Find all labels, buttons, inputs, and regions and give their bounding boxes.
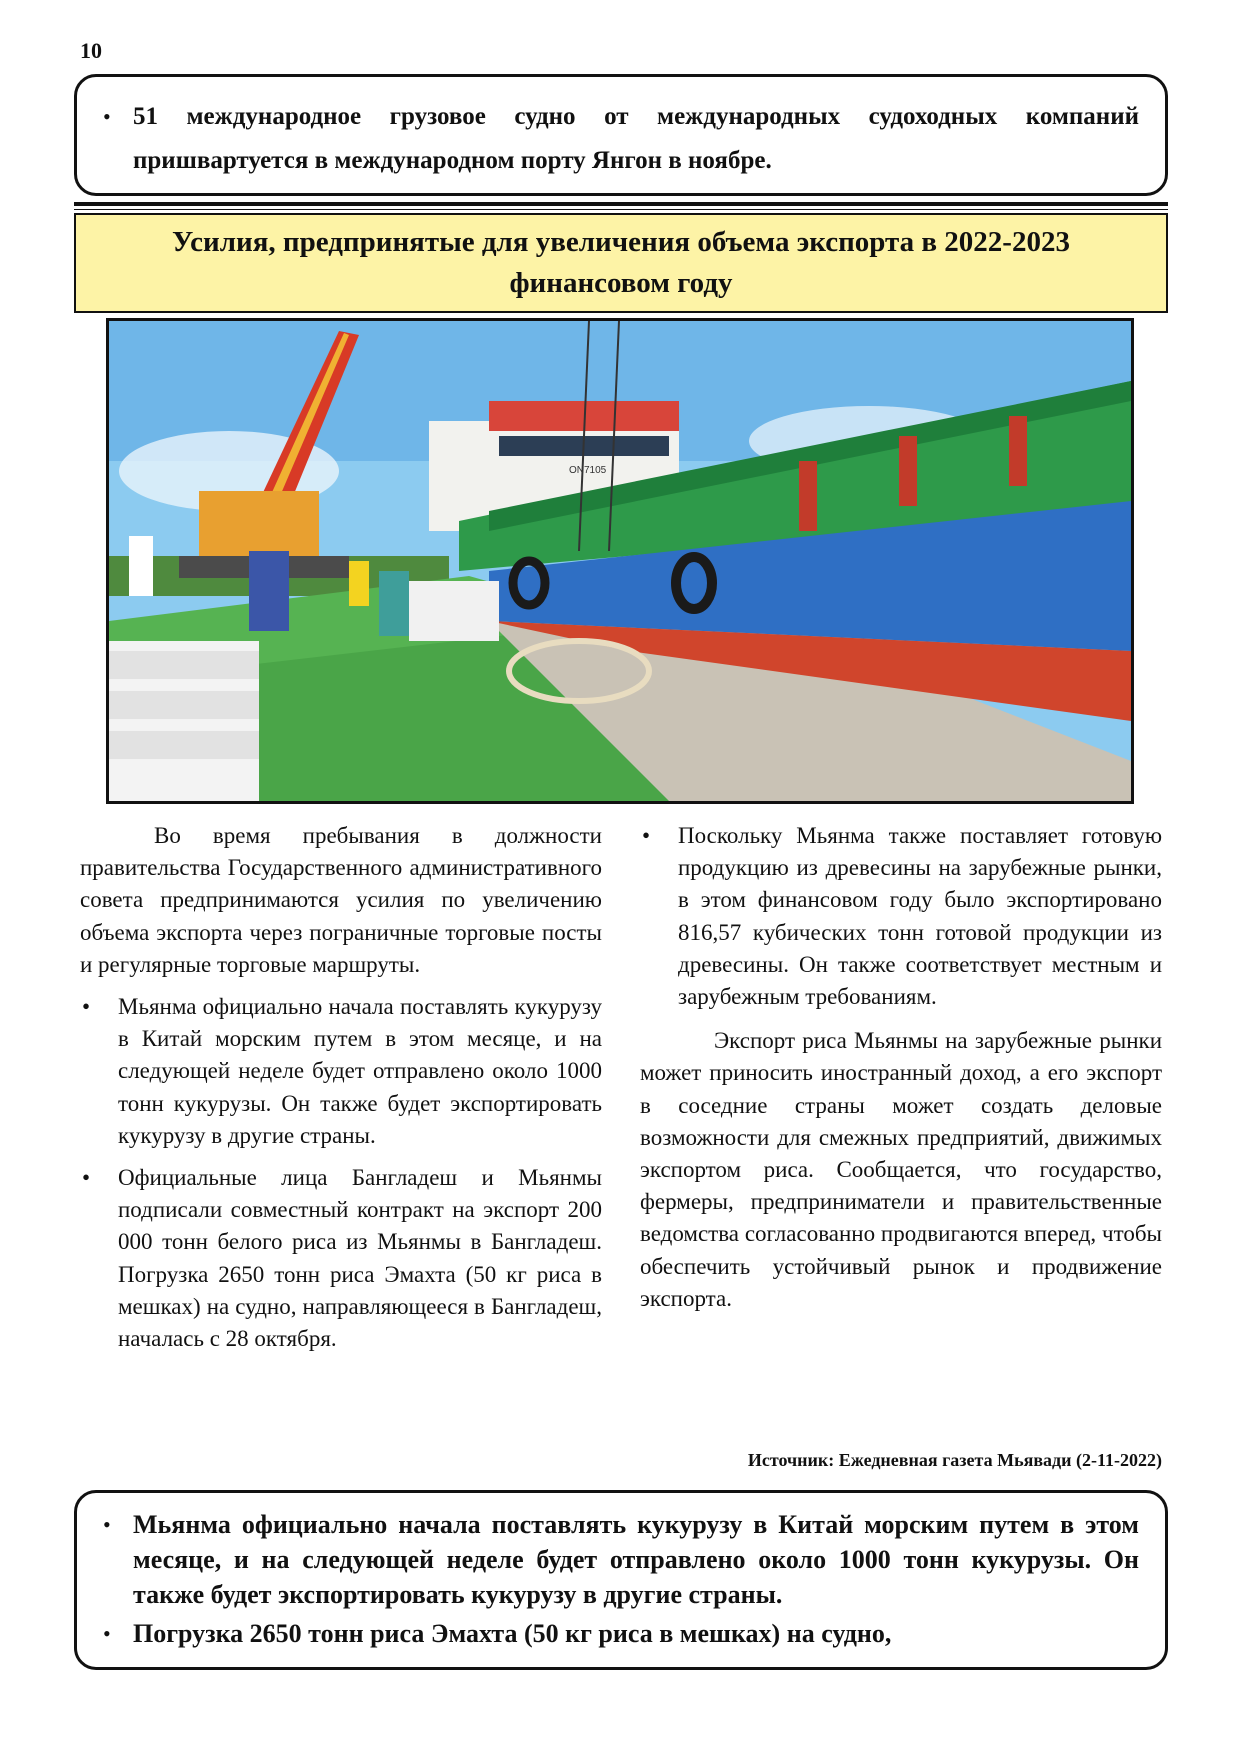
bottom-bullet-text: Погрузка 2650 тонн риса Эмахта (50 кг риса в мешках) на судно, bbox=[133, 1619, 892, 1648]
photo-illustration bbox=[109, 321, 1131, 801]
source-citation: Источник: Ежедневная газета Мьявади (2-11-2022) bbox=[747, 1450, 1162, 1470]
bullet-icon: • bbox=[103, 1512, 111, 1537]
port-cargo-photo bbox=[106, 318, 1134, 804]
left-column bbox=[80, 820, 602, 1355]
intro-paragraph: Во время пребывания в должности правительства Государственного административного совета предпринимаются усилия по увеличению объема экспорта через пограничные торговые посты и регулярные торговые маршруты. bbox=[80, 823, 602, 977]
section-divider bbox=[74, 202, 1168, 206]
top-highlight-box bbox=[74, 74, 1168, 196]
list-item: • Поскольку Мьянма также поставляет готовую продукцию из древесины на зарубежные рынки, в этом финансовом году было экспортировано 816,57 кубических тонн готовой продукции из древесины. Он также соответствует местным и зарубежным требованиям. bbox=[640, 820, 1162, 1013]
closing-paragraph: Экспорт риса Мьянмы на зарубежные рынки может приносить иностранный доход, а его экспорт в соседние страны может создать деловые возможности для смежных предприятий, движимых экспортом риса. Сообщается, что государство, фермеры, предприниматели и правительственные ведомства согласованно продвигаются вперед, чтобы обеспечить устойчивый рынок и продвижение экспорта. bbox=[640, 1028, 1162, 1311]
section-heading-box bbox=[74, 213, 1168, 313]
bottom-bullet-text: Мьянма официально начала поставлять кукурузу в Китай морским путем в этом месяце, и на следующей неделе будет отправлено около 1000 тонн кукурузы. Он также будет экспортировать кукурузу в другие страны. bbox=[133, 1510, 1139, 1609]
left-bullet-list bbox=[80, 991, 602, 1355]
list-item: • Официальные лица Бангладеш и Мьянмы подписали совместный контракт на экспорт 200 000 тонн белого риса из Мьянмы в Бангладеш. Погрузка 2650 тонн риса Эмахта (50 кг риса в мешках) на судно, направляющееся в Бангладеш, началась с 28 октября. bbox=[80, 1162, 602, 1355]
bottom-highlight-box bbox=[74, 1490, 1168, 1670]
right-column bbox=[640, 820, 1162, 1315]
bottom-bullet bbox=[103, 1507, 1139, 1612]
list-item: • Мьянма официально начала поставлять кукурузу в Китай морским путем в этом месяце, и на следующей неделе будет отправлено около 1000 тонн кукурузы. Он также будет экспортировать кукурузу в другие страны. bbox=[80, 991, 602, 1152]
bullet-icon: • bbox=[103, 1621, 111, 1646]
page-number: 10 bbox=[80, 38, 102, 63]
bottom-bullet bbox=[103, 1616, 1139, 1651]
right-bullet-list bbox=[640, 820, 1162, 1013]
bullet-icon: • bbox=[103, 104, 111, 129]
hull-marking: ON7105 bbox=[569, 465, 607, 476]
top-bullet-text: 51 международное грузовое судно от международных судоходных компаний пришвартуется в международном порту Янгон в ноябре. bbox=[133, 103, 1139, 174]
section-divider-thin bbox=[74, 209, 1168, 210]
section-title: Усилия, предпринятые для увеличения объема экспорта в 2022-2023 финансовом году bbox=[172, 226, 1070, 299]
top-bullet bbox=[103, 95, 1139, 183]
